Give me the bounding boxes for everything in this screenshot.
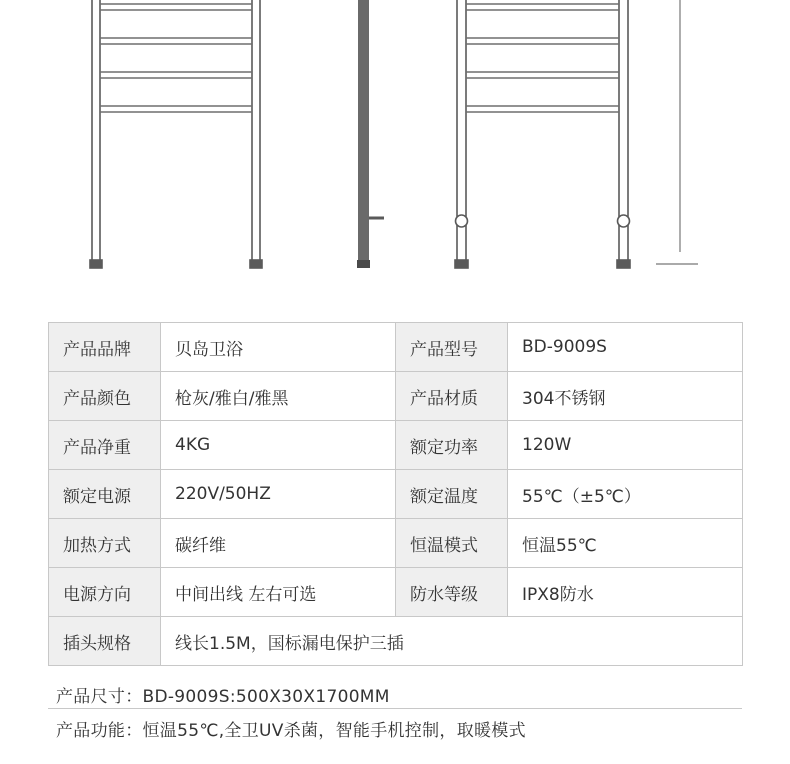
spec-label: 产品型号 xyxy=(396,323,508,372)
spec-label: 电源方向 xyxy=(49,568,161,617)
spec-value: 120W xyxy=(508,421,743,470)
product-drawings xyxy=(0,0,790,300)
table-row xyxy=(49,617,743,666)
spec-label: 额定温度 xyxy=(396,470,508,519)
spec-value: 碳纤维 xyxy=(161,519,396,568)
spec-value: 中间出线 左右可选 xyxy=(161,568,396,617)
spec-value: IPX8防水 xyxy=(508,568,743,617)
spec-value: 恒温55℃ xyxy=(508,519,743,568)
spec-label: 恒温模式 xyxy=(396,519,508,568)
spec-value: 线长1.5M，国标漏电保护三插 xyxy=(161,617,743,666)
table-row xyxy=(49,323,743,372)
spec-label: 产品品牌 xyxy=(49,323,161,372)
spec-value: 枪灰/雅白/雅黑 xyxy=(161,372,396,421)
spec-label: 加热方式 xyxy=(49,519,161,568)
spec-label: 产品颜色 xyxy=(49,372,161,421)
spec-table xyxy=(48,322,743,666)
spec-value: 304不锈钢 xyxy=(508,372,743,421)
product-function-note: 产品功能：恒温55℃,全卫UV杀菌，智能手机控制，取暖模式 xyxy=(56,721,526,741)
side-view-drawing xyxy=(357,0,384,268)
table-row xyxy=(49,470,743,519)
front-view-drawing xyxy=(90,0,262,268)
table-row xyxy=(49,421,743,470)
table-row xyxy=(49,568,743,617)
spec-label: 额定功率 xyxy=(396,421,508,470)
spec-label: 防水等级 xyxy=(396,568,508,617)
dimension-mark xyxy=(656,0,698,264)
table-row xyxy=(49,519,743,568)
spec-label: 插头规格 xyxy=(49,617,161,666)
spec-label: 额定电源 xyxy=(49,470,161,519)
table-row xyxy=(49,372,743,421)
product-size-note: 产品尺寸：BD-9009S:500X30X1700MM xyxy=(56,687,390,707)
spec-value: 贝岛卫浴 xyxy=(161,323,396,372)
spec-label: 产品材质 xyxy=(396,372,508,421)
divider xyxy=(48,708,742,709)
spec-value: BD-9009S xyxy=(508,323,743,372)
back-view-drawing xyxy=(455,0,630,268)
spec-value: 220V/50HZ xyxy=(161,470,396,519)
spec-value: 4KG xyxy=(161,421,396,470)
spec-value: 55℃（±5℃） xyxy=(508,470,743,519)
spec-label: 产品净重 xyxy=(49,421,161,470)
